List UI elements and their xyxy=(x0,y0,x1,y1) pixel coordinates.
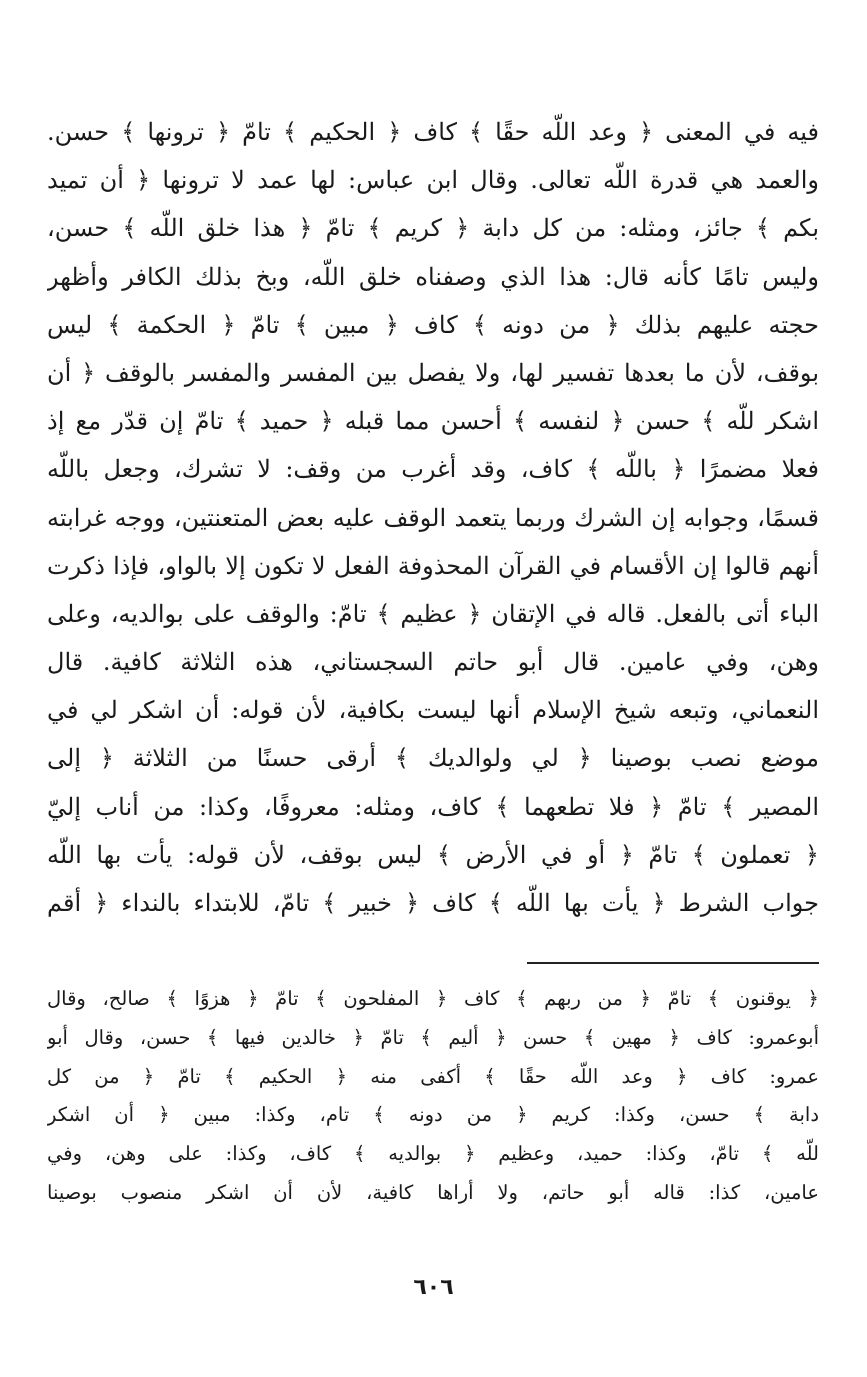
main-text-line: الباء أتى بالفعل. قاله في الإتقان ﴿ عظيم ﴾ تامّ: والوقف على بوالديه، وعلى xyxy=(47,599,819,628)
main-text-line: ﴿ تعملون ﴾ تامّ ﴿ أو في الأرض ﴾ ليس بوقف، لأن قوله: يأت بها اللّه xyxy=(47,840,819,869)
footnote-divider xyxy=(527,962,819,964)
main-text-line: أنهم قالوا إن الأقسام في القرآن المحذوفة الفعل لا تكون إلا بالواو، فإذا ذكرت xyxy=(47,551,819,580)
main-text-line: بكم ﴾ جائز، ومثله: من كل دابة ﴿ كريم ﴾ تامّ ﴿ هذا خلق اللّه ﴾ حسن، xyxy=(47,214,819,243)
footnotes-block xyxy=(47,980,819,1213)
main-text-line: حجته عليهم بذلك ﴿ من دونه ﴾ كاف ﴿ مبين ﴾ تامّ ﴿ الحكمة ﴾ ليس xyxy=(47,310,819,339)
footnote-line: عمرو: كاف ﴿ وعد اللّه حقًا ﴾ أكفى منه ﴿ الحكيم ﴾ تامّ ﴿ من كل xyxy=(47,1064,819,1088)
footnote-line: للّه ﴾ تامّ، وكذا: حميد، وعظيم ﴿ بوالديه ﴾ كاف، وكذا: على وهن، وفي xyxy=(47,1142,819,1166)
main-text-line: وهن، وفي عامين. قال أبو حاتم السجستاني، هذه الثلاثة كافية. قال xyxy=(47,648,819,677)
main-text-line: وليس تامًا كأنه قال: هذا الذي وصفناه خلق اللّه، وبخ بذلك الكافر وأظهر xyxy=(47,262,819,291)
main-text-line: اشكر للّه ﴾ حسن ﴿ لنفسه ﴾ أحسن مما قبله ﴿ حميد ﴾ تامّ إن قدّر مع إذ xyxy=(47,407,819,436)
main-text-line: موضع نصب بوصينا ﴿ لي ولوالديك ﴾ أرقى حسنًا من الثلاثة ﴿ إلى xyxy=(47,744,819,773)
main-text-line: جواب الشرط ﴿ يأت بها اللّه ﴾ كاف ﴿ خبير ﴾ تامّ، للابتداء بالنداء ﴿ أقم xyxy=(47,889,819,917)
footnote-line: عامين، كذا: قاله أبو حاتم، ولا أراها كافية، لأن أن اشكر منصوب بوصينا xyxy=(47,1180,819,1204)
main-text-line: والعمد هي قدرة اللّه تعالى. وقال ابن عباس: لها عمد لا ترونها ﴿ أن تميد xyxy=(47,166,819,195)
footnote-line: دابة ﴾ حسن، وكذا: كريم ﴿ من دونه ﴾ تام، وكذا: مبين ﴿ أن اشكر xyxy=(47,1103,819,1127)
main-text-line: فيه في المعنى ﴿ وعد اللّه حقًا ﴾ كاف ﴿ الحكيم ﴾ تامّ ﴿ ترونها ﴾ حسن. xyxy=(47,118,819,146)
main-text-line: بوقف، لأن ما بعدها تفسير لها، ولا يفصل بين المفسر والمفسر بالوقف ﴿ أن xyxy=(47,358,819,387)
footnote-line: أبوعمرو: كاف ﴿ مهين ﴾ حسن ﴿ أليم ﴾ تامّ ﴿ خالدين فيها ﴾ حسن، وقال أبو xyxy=(47,1025,819,1049)
footnote-line: ﴿ يوقنون ﴾ تامّ ﴿ من ربهم ﴾ كاف ﴿ المفلحون ﴾ تامّ ﴿ هزوًا ﴾ صالح، وقال xyxy=(47,987,819,1010)
main-text-line: فعلا مضمرًا ﴿ باللّه ﴾ كاف، وقد أغرب من وقف: لا تشرك، وجعل باللّه xyxy=(47,455,819,484)
main-text-line: المصير ﴾ تامّ ﴿ فلا تطعهما ﴾ كاف، ومثله: معروفًا، وكذا: من أناب إليّ xyxy=(47,792,819,821)
main-text-line: النعماني، وتبعه شيخ الإسلام أنها ليست بكافية، لأن قوله: أن اشكر لي في xyxy=(47,696,819,725)
main-text-line: قسمًا، وجوابه إن الشرك وربما يتعمد الوقف عليه بعض المتعنتين، ووجه غرابته xyxy=(47,503,819,532)
page-number: ٦٠٦ xyxy=(413,1275,454,1300)
main-text-block xyxy=(47,108,819,927)
